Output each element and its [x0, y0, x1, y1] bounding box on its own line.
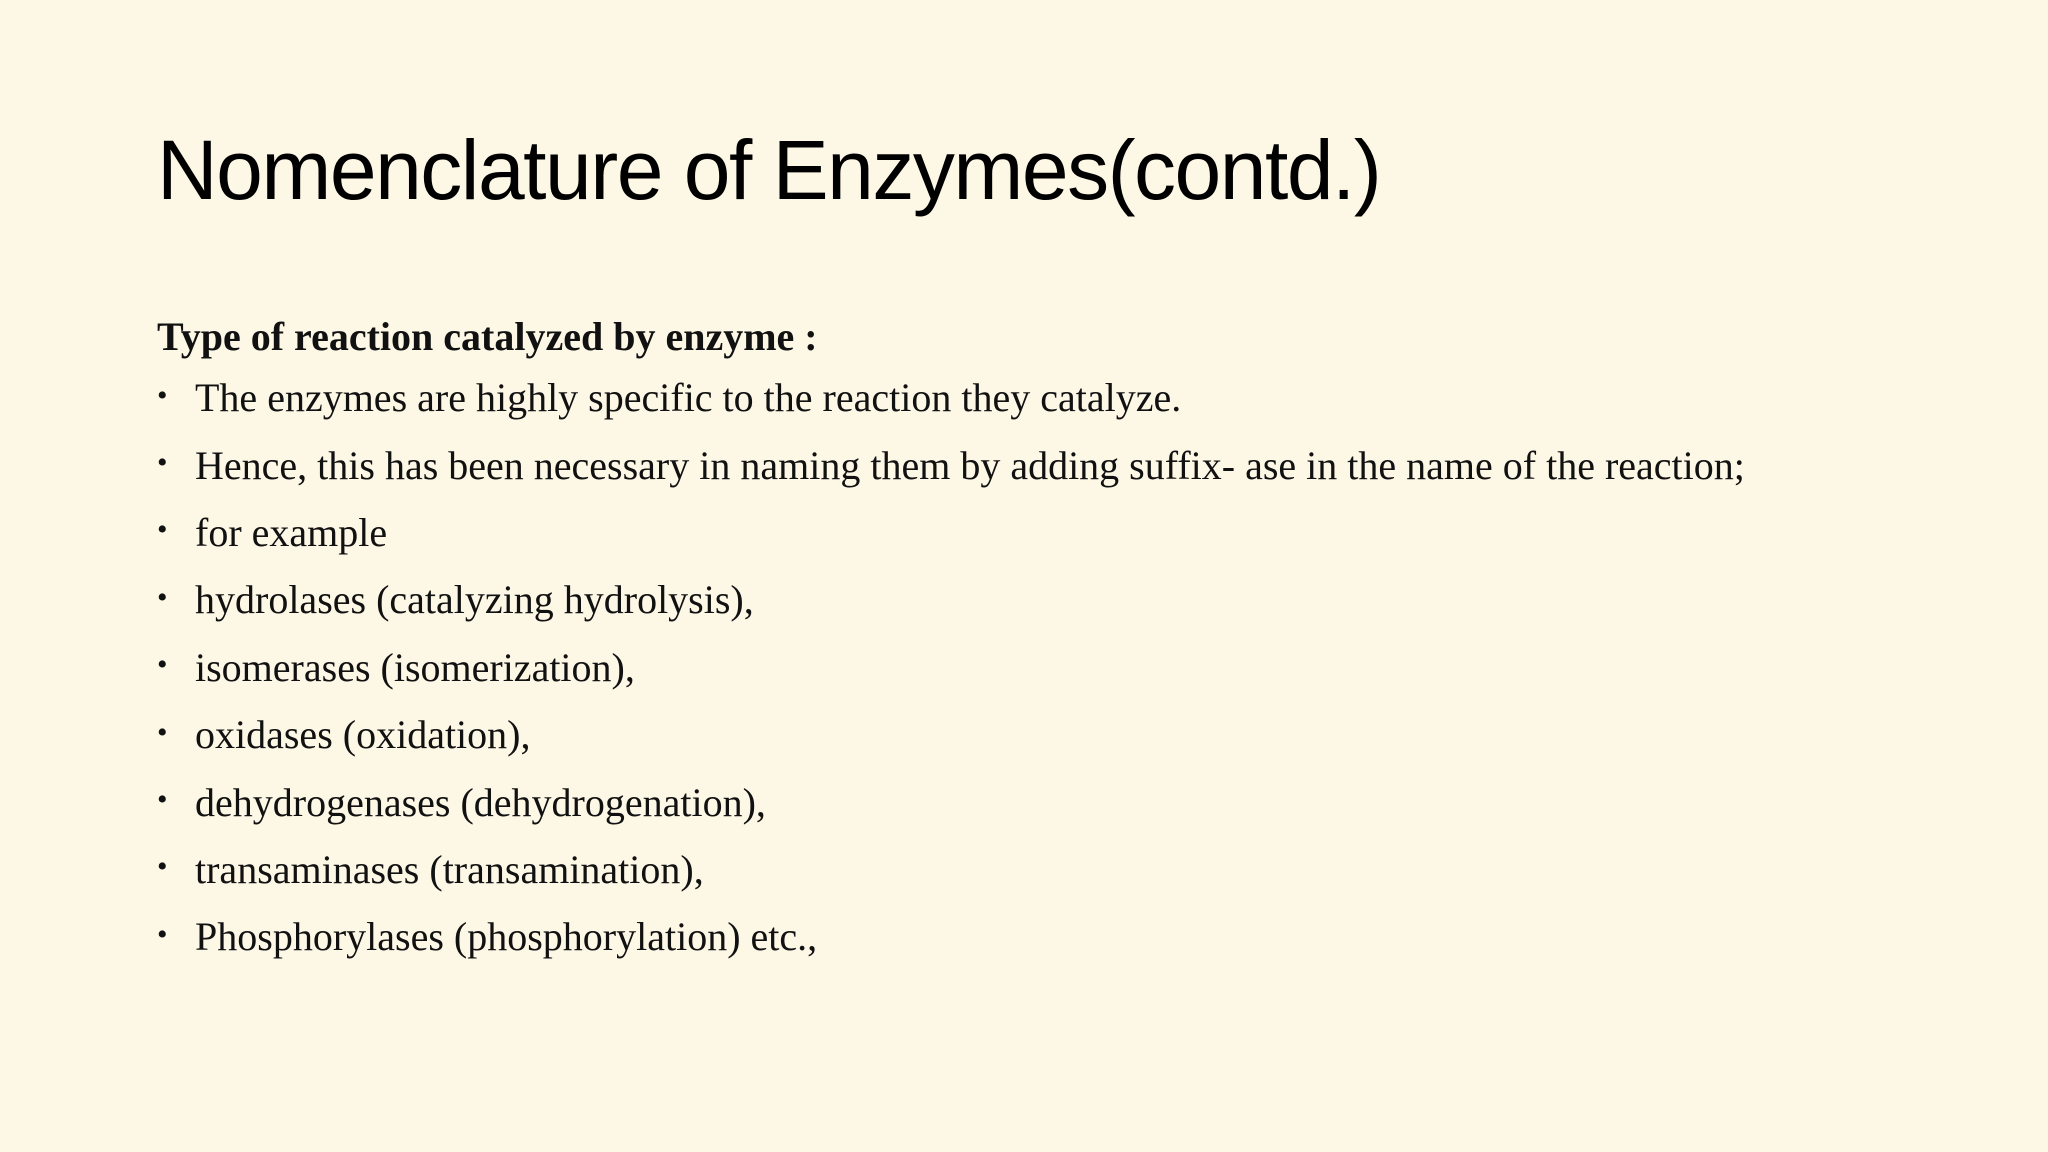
bullet-item	[157, 768, 2017, 835]
bullet-item	[157, 836, 2017, 903]
bullet-dot-icon: •	[157, 580, 168, 614]
bullet-item	[157, 364, 2017, 431]
bullet-text: transaminases (transamination),	[195, 846, 704, 892]
bullet-dot-icon: •	[157, 513, 168, 547]
bullet-dot-icon: •	[157, 446, 168, 480]
bullet-item	[157, 499, 2017, 566]
bullet-item	[157, 903, 2017, 970]
bullet-dot-icon: •	[157, 783, 168, 817]
bullet-text: oxidases (oxidation),	[195, 712, 531, 758]
bullet-dot-icon: •	[157, 648, 168, 682]
bullet-text: dehydrogenases (dehydrogenation),	[195, 779, 766, 825]
bullet-dot-icon: •	[157, 850, 168, 884]
bullet-text: for example	[195, 509, 388, 555]
bullet-dot-icon: •	[157, 917, 168, 951]
bullet-item	[157, 634, 2017, 701]
bullet-item	[157, 566, 2017, 633]
section-subheading: Type of reaction catalyzed by enzyme :	[157, 314, 818, 359]
bullet-list	[157, 364, 2017, 971]
bullet-text: Phosphorylases (phosphorylation) etc.,	[195, 914, 818, 960]
bullet-text: isomerases (isomerization),	[195, 644, 635, 690]
bullet-dot-icon: •	[157, 715, 168, 749]
bullet-text: hydrolases (catalyzing hydrolysis),	[195, 577, 754, 623]
bullet-text: Hence, this has been necessary in naming them by adding suffix- ase in the name of the reaction;	[195, 442, 1745, 488]
slide-content	[157, 310, 2017, 971]
slide-title: Nomenclature of Enzymes(contd.)	[157, 123, 1381, 217]
bullet-text: The enzymes are highly specific to the reaction they catalyze.	[195, 375, 1182, 421]
bullet-item	[157, 701, 2017, 768]
bullet-item	[157, 431, 2017, 498]
bullet-dot-icon: •	[157, 378, 168, 412]
